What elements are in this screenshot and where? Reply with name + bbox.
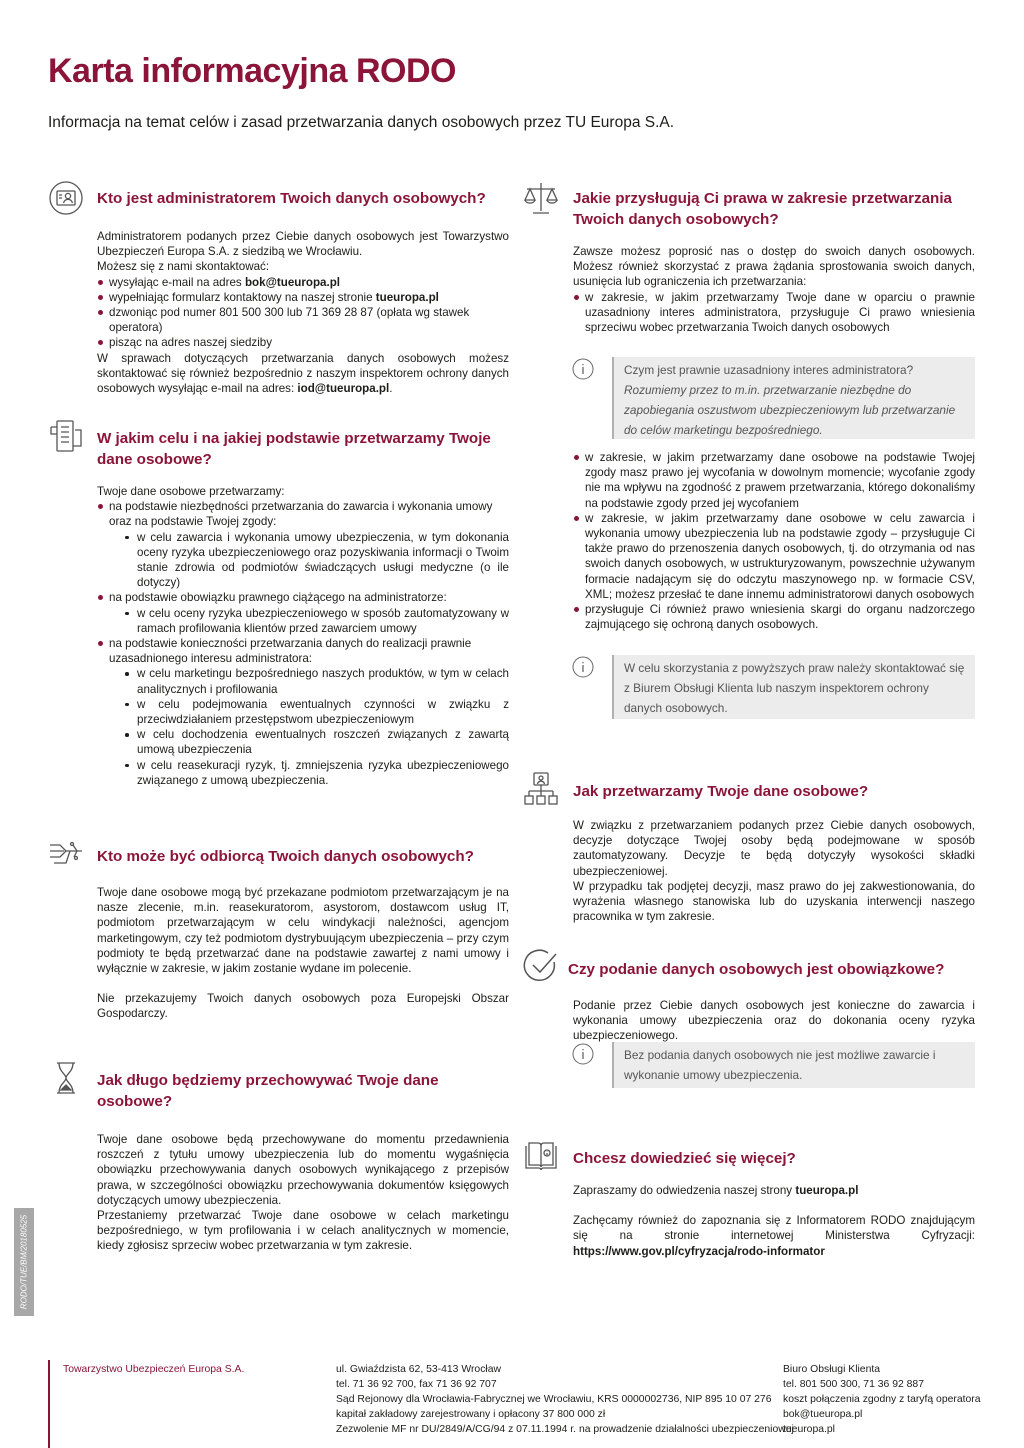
rights-intro: Zawsze możesz poprosić nas o dostęp do swoich danych osobowych. Możesz również skorzystać z prawa żądania sprostowania swoich danych, usunięcia lub ograniczenia ich przetwarzania: [573,245,975,289]
website-link[interactable]: tueuropa.pl [375,290,439,304]
org-chart-icon [523,772,559,808]
section-obligatory [568,959,975,1044]
list-item: w zakresie, w jakim przetwarzamy dane osobowe na podstawie Twojej zgody masz prawo jej wycofania w dowolnym momencie; wycofanie zgody nie ma wpływu na zgodność z prawem przetwarzania, którego dokonaliśmy na podstawie zgody przed jej wycofaniem [573,450,975,511]
more-informator-paragraph: Zachęcamy również do zapoznania się z Informatorem RODO znajdującym się na stronie internetowej Ministerstwa Cyfryzacji: https://www.gov.pl/cyfryzacja/rodo-informator [573,1214,975,1258]
admin-id-icon [48,180,84,216]
section-retention [97,1070,509,1254]
list-item: dzwoniąc pod numer 801 500 300 lub 71 369 28 87 (opłata wg stawek operatora) [97,305,509,335]
book-icon [523,1138,559,1174]
section-heading: Kto może być odbiorcą Twoich danych osobowych? [97,848,474,865]
section-heading: W jakim celu i na jakiej podstawie przetwarzamy Twoje dane osobowe? [97,430,491,468]
list-item: w celu podejmowania ewentualnych czynności w związku z przeciwdziałaniem przestępstwom ubezpieczeniowym [123,697,509,727]
section-more-info [573,1148,975,1259]
section-heading: Czy podanie danych osobowych jest obowiązkowe? [568,961,945,978]
email-link[interactable]: bok@tueuropa.pl [244,275,341,289]
list-item: przysługuje Ci również prawo wniesienia skargi do organu nadzorczego zajmującego się ochroną danych osobowych. [573,602,975,632]
section-heading: Chcesz dowiedzieć się więcej? [573,1150,796,1167]
iod-email-link[interactable]: iod@tueuropa.pl [297,382,390,396]
info-icon [572,656,594,678]
documents-icon [48,418,84,454]
rights-list [573,290,975,336]
info-icon [572,1043,594,1065]
processing-paragraph: W związku z przetwarzaniem podanych przez Ciebie danych osobowych, decyzje dotyczące Twojej osoby będą podejmowane w sposób zautomatyzowany. Decyzje te będą dotyczyły wysokości składki ubezpieczeniowej. [573,819,975,878]
list-item: na podstawie konieczności przetwarzania danych do realizacji prawnie uzasadnionego interesu administratora: w celu marketingu bezpośredniego naszych produktów, w tym w celach analitycznych i profilowania w celu podejmowania ewentualnych czynności w związku z przeciwdziałaniem przestępstwom ubezpieczeniowym w celu dochodzenia ewentualnych roszczeń związanych z zawartą umową ubezpieczenia w celu reasekuracji ryzyk, tj. zmniejszenia ryzyka ubezpieczeniowego związanego z umową ubezpieczenia. [97,636,509,788]
list-item: w celu reasekuracji ryzyk, tj. zmniejszenia ryzyka ubezpieczeniowego związanego z umową ubezpieczenia. [123,758,509,788]
website-link[interactable]: tueuropa.pl [795,1184,859,1197]
section-heading: Jak długo będziemy przechowywać Twoje dane osobowe? [97,1072,439,1110]
list-item: wysyłając e-mail na adres bok@tueuropa.pl [97,275,509,290]
document-code: RODO/TUE/BM/20180525 [19,1214,29,1310]
purpose-list [97,499,509,788]
list-item: na podstawie obowiązku prawnego ciążącego na administratorze: w celu oceny ryzyka ubezpieczeniowego w sposób zautomatyzowany w ramach profilowania klientów przed zawarciem umowy [97,590,509,636]
section-administrator [97,188,509,396]
informator-link[interactable]: https://www.gov.pl/cyfryzacja/rodo-informator [573,1244,825,1258]
section-purpose [97,428,509,788]
info-answer: Rozumiemy przez to m.in. przetwarzanie niezbędne do zapobiegania oszustwom ubezpieczeniowym lub przetwarzanie do celów marketingu bezpośredniego. [624,383,956,437]
section-rights-continued [573,450,975,632]
section-heading: Jakie przysługują Ci prawa w zakresie przetwarzania Twoich danych osobowych? [573,190,953,228]
list-item: na podstawie niezbędności przetwarzania do zawarcia i wykonania umowy oraz na podstawie Twojej zgody: w celu zawarcia i wykonania umowy ubezpieczenia, w tym dokonania oceny ryzyka ubezpieczeniowego oraz pozyskiwania informacji o Twoim stanie zdrowia od podmiotów świadczących usługi medyczne (o ile dotyczy) [97,499,509,590]
section-rights [573,188,975,335]
scales-icon [523,180,559,216]
admin-contact-intro: Możesz się z nami skontaktować: [97,260,270,274]
footer-address: ul. Gwiaździsta 62, 53-413 Wrocław tel. 71 36 92 700, fax 71 36 92 707 Sąd Rejonowy dla Wrocławia-Fabrycznej we Wrocławiu, KRS 0000002736, NIP 895 10 07 276 kapitał zakładowy zarejestrowany i opłacony 37 800 000 zł Zezwolenie MF nr DU/2849/A/CG/94 z 07.11.1994 r. na prowadzenie działalności ubezpieczeniowej [336,1364,794,1435]
list-item: wypełniając formularz kontaktowy na naszej stronie tueuropa.pl [97,290,509,305]
recipients-paragraph: Twoje dane osobowe mogą być przekazane podmiotom przetwarzającym je na nasze zlecenie, m.in. reasekuratorom, asystorom, dostawcom usług IT, podmiotom przetwarzającym w celu windykacji należności, agencjom marketingowym, czy też podmiotom dystrybuującym ubezpieczenia – przy czym podmioty te będą przetwarzać dane na podstawie zawartej z nami umowy i wyłącznie w zakresie, w jakim zostanie wydane im polecenie. [97,886,509,976]
retention-paragraph: Twoje dane osobowe będą przechowywane do momentu przedawnienia roszczeń z tytułu umowy ubezpieczenia lub do momentu wygaśnięcia obowiązku przechowywania danych osobowych wynikającego z przepisów prawa, w szczególności obowiązku przechowywania dokumentów księgowych dotyczących umowy ubezpieczenia. [97,1133,509,1207]
list-item: w celu dochodzenia ewentualnych roszczeń związanych z zawartą umową ubezpieczenia [123,727,509,757]
checkmark-circle-icon [523,948,557,982]
info-box-contact: W celu skorzystania z powyższych praw należy skontaktować się z Biurem Obsługi Klienta lub naszym inspektorem ochrony danych osobowych. [612,655,975,719]
recipients-eea-paragraph: Nie przekazujemy Twoich danych osobowych poza Europejski Obszar Gospodarczy. [97,992,509,1021]
retention-marketing-paragraph: Przestaniemy przetwarzać Twoje dane osobowe w celach marketingu bezpośredniego, w tym profilowania i w celach analitycznych w momencie, kiedy zgłosisz sprzeciw wobec przetwarzania w tym zakresie. [97,1209,509,1253]
list-item: w zakresie, w jakim przetwarzamy Twoje dane w oparciu o prawnie uzasadniony interes administratora, przysługuje Ci prawo wniesienia sprzeciwu wobec przetwarzania Twoich danych osobowych [573,290,975,336]
info-box-obligatory: Bez podania danych osobowych nie jest możliwe zawarcie i wykonanie umowy ubezpieczenia. [612,1042,975,1088]
list-item: w zakresie, w jakim przetwarzamy dane osobowe w celu zawarcia i wykonania umowy ubezpieczenia lub na podstawie zgody – przysługuje Ci także prawo do przenoszenia danych osobowych, tj. do otrzymania od nas swoich danych osobowych, w ustrukturyzowanym, powszechnie używanym formacie nadającym się do odczytu maszynowego np. w formacie CSV, XML; możesz przesłać te dane innemu administratorowi danych osobowych [573,511,975,602]
hourglass-icon [48,1060,84,1096]
section-recipients [97,846,509,1022]
more-website-paragraph: Zapraszamy do odwiedzenia naszej strony tueuropa.pl [573,1184,859,1197]
section-heading: Jak przetwarzamy Twoje dane osobowe? [573,783,869,800]
page-subtitle: Informacja na temat celów i zasad przetwarzania danych osobowych przez TU Europa S.A. [48,114,675,131]
list-item: w celu marketingu bezpośredniego naszych produktów, w tym w celach analitycznych i profilowania [123,666,509,696]
list-item: pisząc na adres naszej siedziby [97,335,509,350]
section-heading: Kto jest administratorem Twoich danych osobowych? [97,190,486,207]
obligatory-paragraph: Podanie przez Ciebie danych osobowych jest konieczne do zawarcia i wykonania umowy ubezpieczenia oraz do dokonania oceny ryzyka ubezpieczeniowego. [573,999,975,1043]
footer-customer-office: Biuro Obsługi Klienta tel. 801 500 300, 71 36 92 887 koszt połączenia zgodny z taryfą operatora bok@tueuropa.pl tueuropa.pl [783,1364,981,1435]
footer-divider [48,1360,50,1448]
list-item: w celu zawarcia i wykonania umowy ubezpieczenia, w tym dokonania oceny ryzyka ubezpieczeniowego oraz pozyskiwania informacji o Twoim stanie zdrowia od podmiotów świadczących usługi medyczne (o ile dotyczy) [123,530,509,591]
page-title: Karta informacyjna RODO [48,52,456,90]
data-flow-icon [48,835,84,871]
section-processing [573,781,975,924]
footer-email-link[interactable]: bok@tueuropa.pl [783,1409,863,1420]
info-box-legitimate-interest [612,357,975,439]
info-question: Czym jest prawnie uzasadniony interes administratora? [624,363,914,377]
admin-paragraph: Administratorem podanych przez Ciebie danych osobowych jest Towarzystwo Ubezpieczeń Europa S.A. z siedzibą we Wrocławiu. [97,230,509,259]
contact-list [97,275,509,351]
info-icon [572,358,594,380]
rights-list-continued [573,450,975,632]
footer-company: Towarzystwo Ubezpieczeń Europa S.A. [63,1364,245,1375]
document-code-tab [14,1208,34,1316]
processing-rights-paragraph: W przypadku tak podjętej decyzji, masz prawo do jej zakwestionowania, do wyrażenia własnego stanowiska lub do uzyskania interwencji naszego pracownika w tym zakresie. [573,879,975,924]
list-item: w celu oceny ryzyka ubezpieczeniowego w sposób zautomatyzowany w ramach profilowania klientów przed zawarciem umowy [123,606,509,636]
footer-website-link[interactable]: tueuropa.pl [783,1424,835,1435]
purpose-intro: Twoje dane osobowe przetwarzamy: [97,485,285,498]
admin-iod-paragraph: W sprawach dotyczących przetwarzania danych osobowych możesz skontaktować się również bezpośrednio z naszym inspektorem ochrony danych osobowych wysyłając e-mail na adres: iod@tueuropa.pl. [97,351,509,396]
